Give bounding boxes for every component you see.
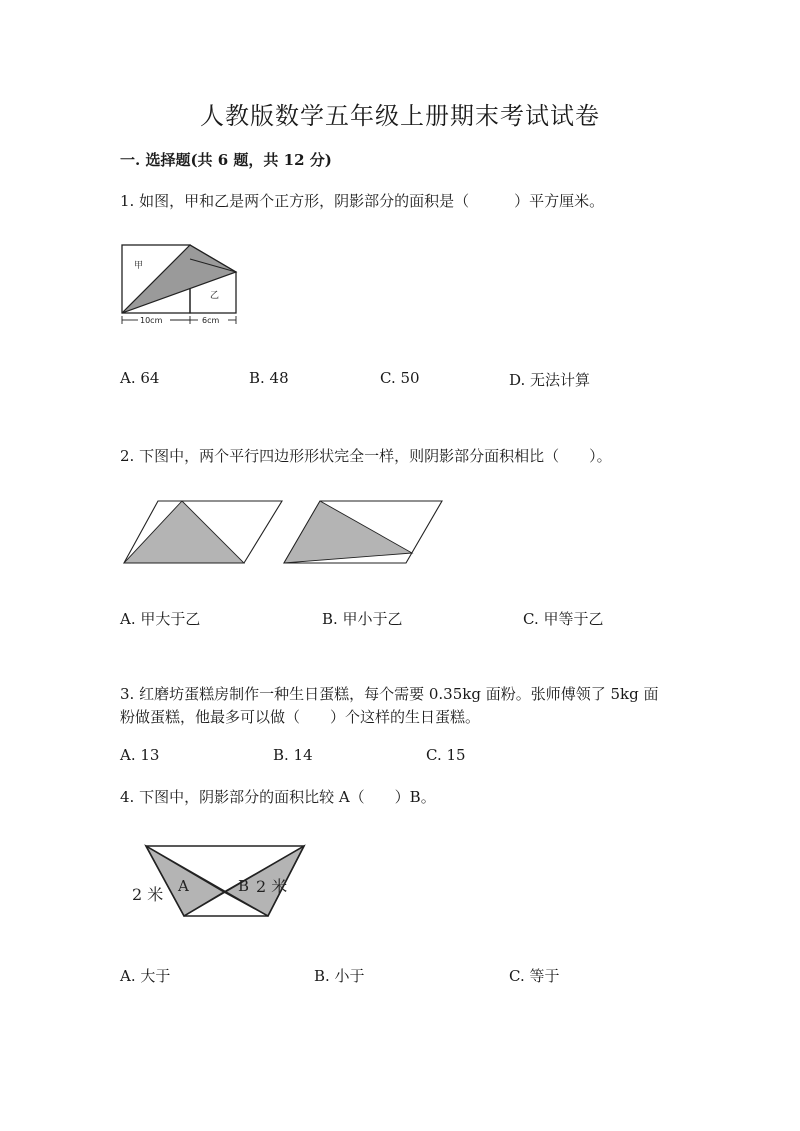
q3-option-a[interactable]: A. 13 bbox=[120, 746, 160, 764]
label-jia: 甲 bbox=[134, 261, 144, 271]
q1-option-d[interactable]: D. 无法计算 bbox=[509, 371, 591, 389]
dim-right: 6cm bbox=[202, 316, 220, 325]
label-a: A bbox=[178, 877, 189, 895]
page-title: 人教版数学五年级上册期末考试试卷 bbox=[200, 102, 600, 130]
q4-option-a[interactable]: A. 大于 bbox=[120, 967, 171, 985]
question-3-line-1: 3. 红磨坊蛋糕房制作一种生日蛋糕，每个需要 0.35kg 面粉。张师傅领了 5kg 面 bbox=[120, 685, 659, 703]
q2-option-b[interactable]: B. 甲小于乙 bbox=[322, 610, 403, 628]
question-2-text: 2. 下图中，两个平行四边形形状完全一样，则阴影部分面积相比（ ）。 bbox=[120, 447, 612, 465]
q4-option-b[interactable]: B. 小于 bbox=[314, 967, 365, 985]
q1-option-b[interactable]: B. 48 bbox=[249, 369, 289, 387]
q4-option-c[interactable]: C. 等于 bbox=[509, 967, 560, 985]
q2-option-c[interactable]: C. 甲等于乙 bbox=[523, 610, 604, 628]
question-2-figure bbox=[120, 497, 445, 567]
question-4-text: 4. 下图中，阴影部分的面积比较 A（ ）B。 bbox=[120, 788, 436, 806]
label-yi: 乙 bbox=[210, 291, 220, 301]
question-1-text: 1. 如图，甲和乙是两个正方形，阴影部分的面积是（ ）平方厘米。 bbox=[120, 192, 605, 210]
question-1-figure bbox=[118, 240, 243, 328]
q1-option-a[interactable]: A. 64 bbox=[120, 369, 160, 387]
dim-left: 10cm bbox=[140, 316, 163, 325]
q3-option-c[interactable]: C. 15 bbox=[426, 746, 466, 764]
section-heading: 一. 选择题(共 6 题，共 12 分) bbox=[120, 151, 332, 169]
q1-option-c[interactable]: C. 50 bbox=[380, 369, 420, 387]
label-b: B bbox=[238, 877, 250, 895]
q2-option-a[interactable]: A. 甲大于乙 bbox=[120, 610, 201, 628]
question-3-line-2: 粉做蛋糕，他最多可以做（ ）个这样的生日蛋糕。 bbox=[120, 708, 481, 726]
shaded-yi bbox=[284, 501, 412, 563]
shaded-jia bbox=[124, 501, 244, 563]
shaded-triangle bbox=[122, 245, 236, 313]
label-left: 2 米 bbox=[132, 885, 164, 904]
q3-option-b[interactable]: B. 14 bbox=[273, 746, 313, 764]
question-4-figure bbox=[128, 838, 312, 920]
label-right: 2 米 bbox=[256, 877, 288, 896]
